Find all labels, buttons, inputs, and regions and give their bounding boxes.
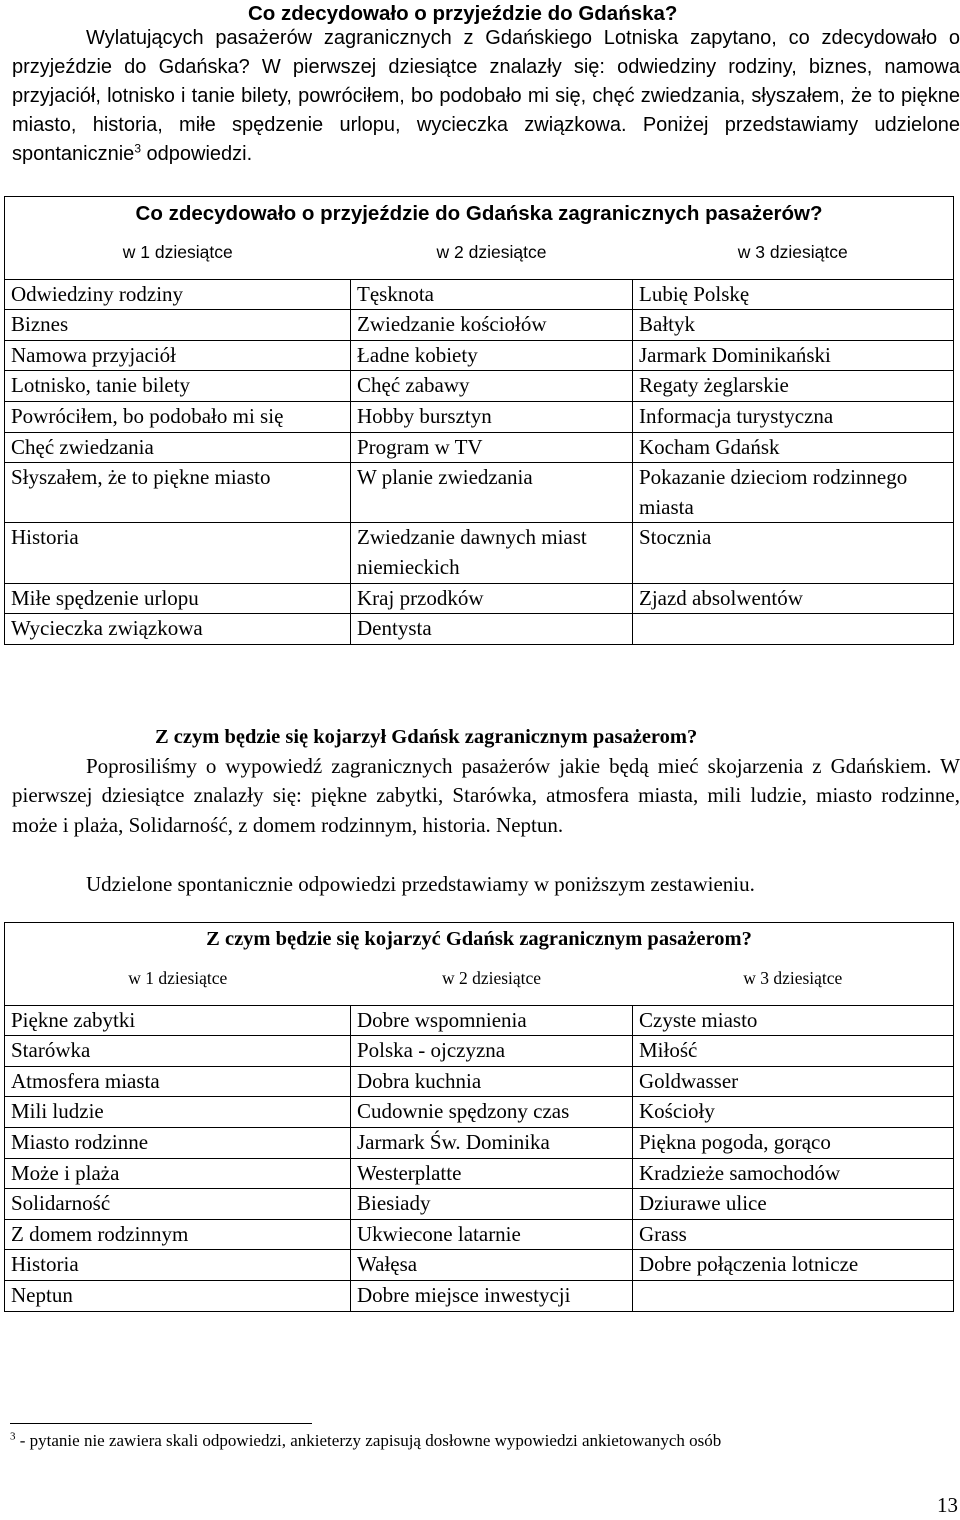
table-reasons-cell: Lubię Polskę xyxy=(633,279,954,310)
table-reasons-row xyxy=(5,340,954,371)
table-reasons-cell: Słyszałem, że to piękne miasto xyxy=(5,463,351,523)
table-associations-cell: Mili ludzie xyxy=(5,1097,351,1128)
table-reasons-cell: Stocznia xyxy=(633,523,954,583)
footnote-divider xyxy=(10,1423,312,1424)
table-associations-cell: Może i plaża xyxy=(5,1158,351,1189)
table-reasons-cell: Odwiedziny rodziny xyxy=(5,279,351,310)
table-associations-cell: Miasto rodzinne xyxy=(5,1127,351,1158)
section1-paragraph-end: odpowiedzi. xyxy=(141,143,253,165)
table-reasons-cell: Chęć zabawy xyxy=(351,371,633,402)
table-associations-cell: Dobre połączenia lotnicze xyxy=(633,1250,954,1281)
table-associations-cell: Biesiady xyxy=(351,1189,633,1220)
table-reasons xyxy=(4,196,954,645)
footnote-reference: 3 xyxy=(134,141,141,156)
table-associations-row xyxy=(5,1280,954,1311)
table-reasons-cell: Namowa przyjaciół xyxy=(5,340,351,371)
table-reasons-row xyxy=(5,310,954,341)
table-reasons-cell: Program w TV xyxy=(351,432,633,463)
table-reasons-cell: Wycieczka związkowa xyxy=(5,614,351,645)
table-reasons-row xyxy=(5,401,954,432)
table-associations-cell: Kościoły xyxy=(633,1097,954,1128)
section2-paragraph2: Udzielone spontanicznie odpowiedzi przedstawiamy w poniższym zestawieniu. xyxy=(86,872,755,896)
table-associations-row xyxy=(5,1127,954,1158)
table-reasons-cell: Dentysta xyxy=(351,614,633,645)
table-reasons-cell: Biznes xyxy=(5,310,351,341)
section2-paragraph xyxy=(12,752,960,840)
table-reasons-header-1: w 1 dziesiątce xyxy=(5,229,351,280)
table-associations-cell: Dobra kuchnia xyxy=(351,1066,633,1097)
table-associations-title: Z czym będzie się kojarzyć Gdańsk zagranicznym pasażerom? xyxy=(5,923,954,955)
table-associations-cell xyxy=(633,1280,954,1311)
table-reasons-cell: Tęsknota xyxy=(351,279,633,310)
table-associations-header-3: w 3 dziesiątce xyxy=(633,955,954,1006)
table-reasons-cell: Kraj przodków xyxy=(351,583,633,614)
footnote-number: 3 xyxy=(10,1430,16,1443)
table-associations-row xyxy=(5,1158,954,1189)
table-associations-row xyxy=(5,1097,954,1128)
table-associations-cell: Ukwiecone latarnie xyxy=(351,1219,633,1250)
table-associations-cell: Jarmark Św. Dominika xyxy=(351,1127,633,1158)
table-reasons-cell: Lotnisko, tanie bilety xyxy=(5,371,351,402)
table-associations-cell: Solidarność xyxy=(5,1189,351,1220)
table-associations-row xyxy=(5,1036,954,1067)
table-associations-cell: Piękna pogoda, gorąco xyxy=(633,1127,954,1158)
table-associations-cell: Cudownie spędzony czas xyxy=(351,1097,633,1128)
table-associations-cell: Piękne zabytki xyxy=(5,1005,351,1036)
table-associations-cell: Atmosfera miasta xyxy=(5,1066,351,1097)
table-reasons-row xyxy=(5,463,954,523)
table-reasons-title: Co zdecydowało o przyjeździe do Gdańska zagranicznych pasażerów? xyxy=(5,197,954,229)
table-associations-header-1: w 1 dziesiątce xyxy=(5,955,351,1006)
table-associations-row xyxy=(5,1189,954,1220)
table-associations-row xyxy=(5,1219,954,1250)
footnote xyxy=(10,1430,721,1452)
table-reasons-cell: Historia xyxy=(5,523,351,583)
table-associations-cell: Grass xyxy=(633,1219,954,1250)
table-reasons-cell: Kocham Gdańsk xyxy=(633,432,954,463)
table-associations-cell: Dobre wspomnienia xyxy=(351,1005,633,1036)
section2-heading: Z czym będzie się kojarzył Gdańsk zagranicznym pasażerom? xyxy=(155,726,698,748)
table-associations-cell: Dobre miejsce inwestycji xyxy=(351,1280,633,1311)
table-reasons-row xyxy=(5,523,954,583)
table-reasons-cell: Ładne kobiety xyxy=(351,340,633,371)
table-reasons-row xyxy=(5,279,954,310)
table-reasons-cell: Powróciłem, bo podobało mi się xyxy=(5,401,351,432)
table-reasons-cell: Bałtyk xyxy=(633,310,954,341)
table-reasons-cell: Pokazanie dzieciom rodzinnego miasta xyxy=(633,463,954,523)
section1-paragraph xyxy=(12,24,960,169)
table-associations-cell: Czyste miasto xyxy=(633,1005,954,1036)
table-associations-cell: Dziurawe ulice xyxy=(633,1189,954,1220)
table-reasons-cell: Hobby bursztyn xyxy=(351,401,633,432)
table-reasons-row xyxy=(5,614,954,645)
table-reasons-cell: W planie zwiedzania xyxy=(351,463,633,523)
table-associations-cell: Westerplatte xyxy=(351,1158,633,1189)
table-reasons-header-3: w 3 dziesiątce xyxy=(633,229,954,280)
table-reasons-header-2: w 2 dziesiątce xyxy=(351,229,633,280)
table-associations-row xyxy=(5,1005,954,1036)
table-reasons-cell: Zwiedzanie kościołów xyxy=(351,310,633,341)
page-number: 13 xyxy=(937,1493,958,1517)
table-reasons-cell: Zjazd absolwentów xyxy=(633,583,954,614)
table-associations-header-2: w 2 dziesiątce xyxy=(351,955,633,1006)
table-reasons-cell: Regaty żeglarskie xyxy=(633,371,954,402)
table-associations-cell: Goldwasser xyxy=(633,1066,954,1097)
table-reasons-cell: Chęć zwiedzania xyxy=(5,432,351,463)
table-associations-cell: Neptun xyxy=(5,1280,351,1311)
table-associations-row xyxy=(5,1250,954,1281)
table-associations-cell: Miłość xyxy=(633,1036,954,1067)
table-reasons-row xyxy=(5,432,954,463)
table-reasons-cell: Zwiedzanie dawnych miast niemieckich xyxy=(351,523,633,583)
footnote-text: - pytanie nie zawiera skali odpowiedzi, ankieterzy zapisują dosłowne wypowiedzi ankietowanych osób xyxy=(15,1431,722,1450)
section1-paragraph-text: Wylatujących pasażerów zagranicznych z Gdańskiego Lotniska zapytano, co zdecydowało o przyjeździe do Gdańska? W pierwszej dziesiątce znalazły się: odwiedziny rodziny, biznes, namowa przyjaciół, lotnisko i tanie bilety, powróciłem, bo podobało mi się, chęć zwiedzania, słyszałem, że to piękne miasto, historia, miłe spędzenie urlopu, wycieczka związkowa. Poniżej przedstawiamy udzielone spontanicznie xyxy=(12,27,960,165)
table-associations-cell: Polska - ojczyzna xyxy=(351,1036,633,1067)
table-reasons-cell: Jarmark Dominikański xyxy=(633,340,954,371)
section2-paragraph-text: Poprosiliśmy o wypowiedź zagranicznych pasażerów jakie będą mieć skojarzenia z Gdańskiem. W pierwszej dziesiątce znalazły się: piękne zabytki, Starówka, atmosfera miasta, mili ludzie, miasto rodzinne, może i plaża, Solidarność, z domem rodzinnym, historia. Neptun. xyxy=(12,754,960,837)
table-associations-cell: Kradzieże samochodów xyxy=(633,1158,954,1189)
table-reasons-cell xyxy=(633,614,954,645)
table-associations-cell: Wałęsa xyxy=(351,1250,633,1281)
table-reasons-cell: Miłe spędzenie urlopu xyxy=(5,583,351,614)
table-associations-cell: Z domem rodzinnym xyxy=(5,1219,351,1250)
table-reasons-row xyxy=(5,371,954,402)
table-associations-cell: Starówka xyxy=(5,1036,351,1067)
section1-heading: Co zdecydowało o przyjeździe do Gdańska? xyxy=(248,2,678,25)
table-associations xyxy=(4,922,954,1312)
table-reasons-row xyxy=(5,583,954,614)
table-reasons-cell: Informacja turystyczna xyxy=(633,401,954,432)
table-associations-cell: Historia xyxy=(5,1250,351,1281)
table-associations-row xyxy=(5,1066,954,1097)
